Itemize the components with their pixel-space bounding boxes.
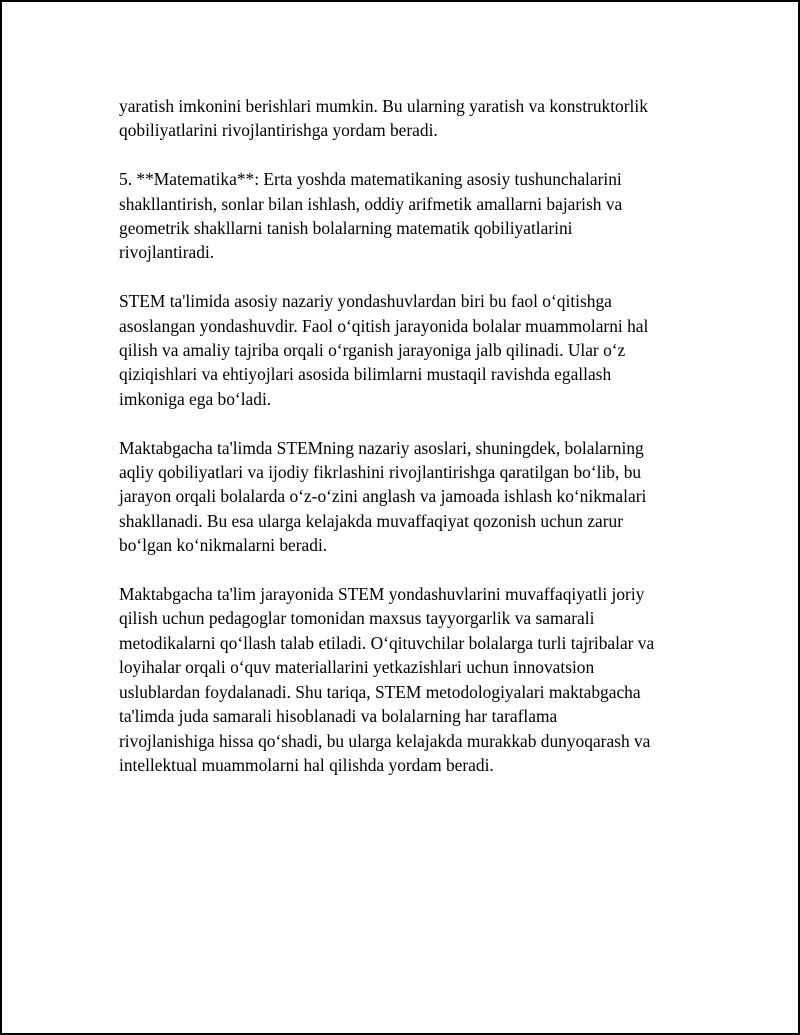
paragraph-active-learning: STEM ta'limida asosiy nazariy yondashuvlardan biri bu faol o‘qitishga asoslangan yondashuvdir. Faol o‘qitish jarayonida bolalar muammolarni hal qilish va amaliy tajriba orqali o‘rganish jarayoniga jalb qilinadi. Ular o‘z qiziqishlari va ehtiyojlari asosida bilimlarni mustaqil ravishda egallash imkoniga ega bo‘ladi. bbox=[119, 291, 649, 409]
paragraph-stem-implementation: Maktabgacha ta'lim jarayonida STEM yondashuvlarini muvaffaqiyatli joriy qilish uchun pedagoglar tomonidan maxsus tayyorgarlik va samarali metodikalarni qo‘llash talab etiladi. O‘qituvchilar bolalarga turli tajribalar va loyihalar orqali o‘quv materiallarini yetkazishlari uchun innovatsion uslublardan foydalanadi. Shu tariqa, STEM metodologiyalari maktabgacha ta'limda juda samarali hisoblanadi va bolalarning har taraflama rivojlanishiga hissa qo‘shadi, bu ularga kelajakda murakkab dunyoqarash va intellektual muammolarni hal qilishda yordam beradi. bbox=[119, 584, 655, 775]
document-body bbox=[119, 94, 709, 802]
paragraph-continuation: yaratish imkonini berishlari mumkin. Bu ularning yaratish va konstruktorlik qobiliyatlarini rivojlantirishga yordam beradi. bbox=[119, 96, 648, 141]
paragraph-stem-foundations: Maktabgacha ta'limda STEMning nazariy asoslari, shuningdek, bolalarning aqliy qobiliyatlari va ijodiy fikrlashini rivojlantirishga qaratilgan bo‘lib, bu jarayon orqali bolalarda o‘z-o‘zini anglash va jamoada ishlash ko‘nikmalari shakllanadi. Bu esa ularga kelajakda muvaffaqiyat qozonish uchun zarur bo‘lgan ko‘nikmalarni beradi. bbox=[119, 437, 647, 556]
paragraph-mathematics: 5. **Matematika**: Erta yoshda matematikaning asosiy tushunchalarini shakllantirish, sonlar bilan ishlash, oddiy arifmetik amallarni bajarish va geometrik shakllarni tanish bolalarning matematik qobiliyatlarini rivojlantiradi. bbox=[119, 169, 623, 263]
